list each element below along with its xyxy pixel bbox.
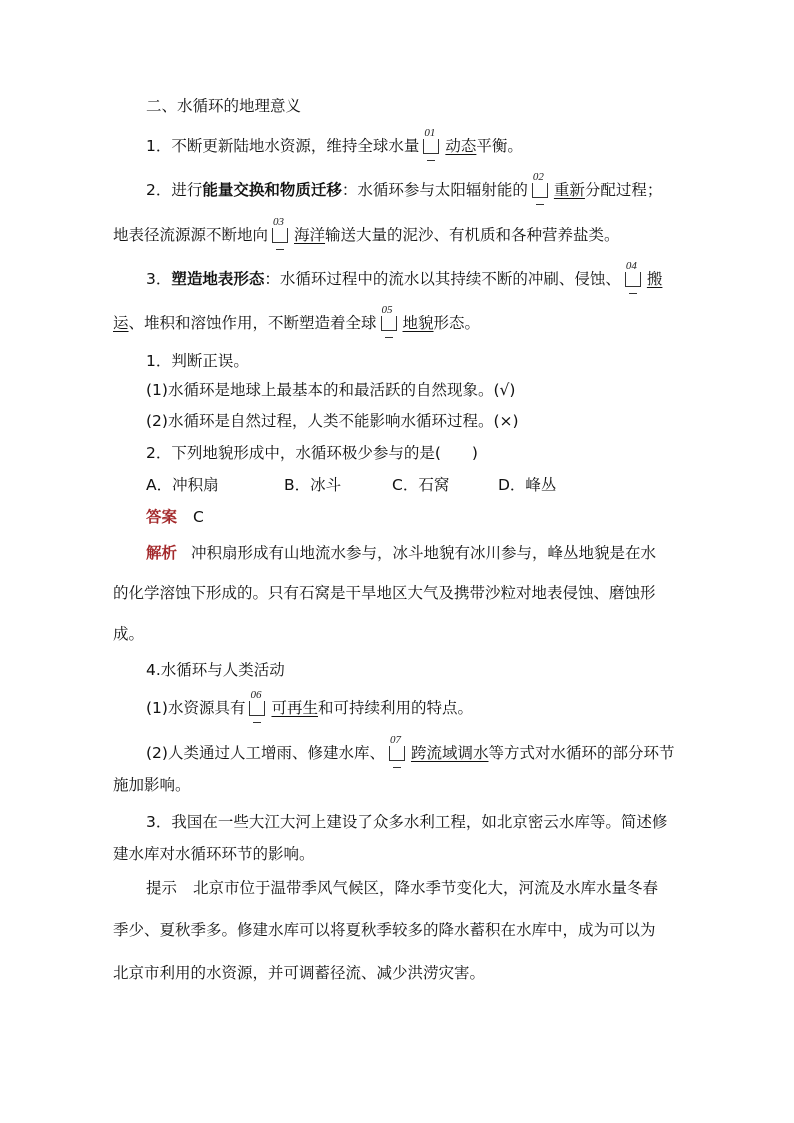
answer-03: 海洋: [294, 226, 326, 244]
item-2-line-2: 地表径流源源不断地向 03 海洋输送大量的泥沙、有机质和各种营养盐类。: [113, 225, 620, 245]
s4-item-1-line: (1)水资源具有 06 可再生和可持续利用的特点。: [146, 698, 473, 718]
answer-05: 地貌: [402, 314, 434, 332]
item-1-text: 1．不断更新陆地水资源，维持全球水量: [146, 137, 420, 155]
answer-02: 重新: [553, 181, 585, 199]
blank-03: [272, 216, 326, 245]
answer-line: [146, 507, 204, 527]
blank-04: [625, 260, 663, 289]
answer-label: 答案: [146, 508, 178, 526]
option-a: A．冲积扇: [146, 476, 219, 494]
number-box-icon: 02: [532, 180, 552, 198]
q3-line-1: 3．我国在一些大江大河上建设了众多水利工程，如北京密云水库等。简述修: [146, 813, 668, 831]
blank-02: [532, 171, 585, 200]
hint-line-3: 北京市利用的水资源，并可调蓄径流、减少洪涝灾害。: [113, 964, 486, 982]
hint-line-2: 季少、夏秋季多。修建水库可以将夏秋季较多的降水蓄积在水库中，成为可以为: [113, 921, 656, 939]
answer-06: 可再生: [271, 699, 318, 717]
hint-line-1: 提示 北京市位于温带季风气候区，降水季节变化大，河流及水库水量冬春: [146, 879, 659, 897]
s4-item-2-line-1: (2)人类通过人工增雨、修建水库、 07 跨流域调水等方式对水循环的部分环节: [146, 743, 675, 763]
quiz-q1: 1．判断正误。: [146, 352, 249, 370]
blank-06: [249, 689, 318, 718]
number-box-icon: 01: [423, 136, 443, 154]
quiz-q1b: (2)水循环是自然过程，人类不能影响水循环过程。(×): [146, 412, 519, 430]
item-2-line-1: 2．进行能量交换和物质迁移：水循环参与太阳辐射能的 02 重新分配过程；: [146, 180, 662, 200]
option-c: C．石窝: [392, 476, 450, 494]
quiz-options: [146, 475, 556, 495]
item-2-keyword: 能量交换和物质迁移: [202, 181, 342, 199]
blank-01: [423, 127, 477, 156]
answer-07: 跨流域调水: [410, 744, 489, 762]
number-box-icon: 03: [272, 225, 292, 243]
number-box-icon: 07: [389, 743, 409, 761]
s4-item-2-line-2: 施加影响。: [113, 776, 191, 794]
quiz-q2: 2．下列地貌形成中，水循环极少参与的是( ): [146, 444, 478, 462]
analysis-label: 解析: [146, 544, 178, 562]
option-b: B．冰斗: [284, 476, 342, 494]
hint-label: 提示: [146, 879, 178, 897]
blank-07: [389, 734, 489, 763]
quiz-q1a: (1)水循环是地球上最基本的和最活跃的自然现象。(√): [146, 381, 516, 399]
item-3-line-1: 3．塑造地表形态：水循环过程中的流水以其持续不断的冲刷、侵蚀、 04 搬: [146, 269, 662, 289]
option-d: D．峰丛: [498, 476, 557, 494]
answer-value: C: [193, 508, 204, 526]
item-1-line: 1．不断更新陆地水资源，维持全球水量 01 动态平衡。: [146, 136, 523, 156]
blank-05: [381, 304, 434, 333]
analysis-line-3: 成。: [113, 625, 145, 643]
answer-01: 动态: [445, 137, 477, 155]
number-box-icon: 04: [625, 269, 645, 287]
item-3-line-2: 运、堆积和溶蚀作用，不断塑造着全球 05 地貌形态。: [113, 313, 480, 333]
analysis-line-1: 解析 冲积扇形成有山地流水参与，冰斗地貌有冰川参与，峰丛地貌是在水: [146, 544, 657, 562]
q3-line-2: 建水库对水循环环节的影响。: [113, 845, 315, 863]
section-heading-2: 二、水循环的地理意义: [146, 97, 302, 115]
answer-04: 搬: [646, 270, 663, 288]
analysis-line-2: 的化学溶蚀下形成的。只有石窝是干旱地区大气及携带沙粒对地表侵蚀、磨蚀形: [113, 584, 656, 602]
number-box-icon: 06: [249, 698, 269, 716]
number-box-icon: 05: [381, 313, 401, 331]
item-3-keyword: 塑造地表形态: [171, 270, 265, 288]
section-heading-4: 4.水循环与人类活动: [146, 661, 285, 679]
